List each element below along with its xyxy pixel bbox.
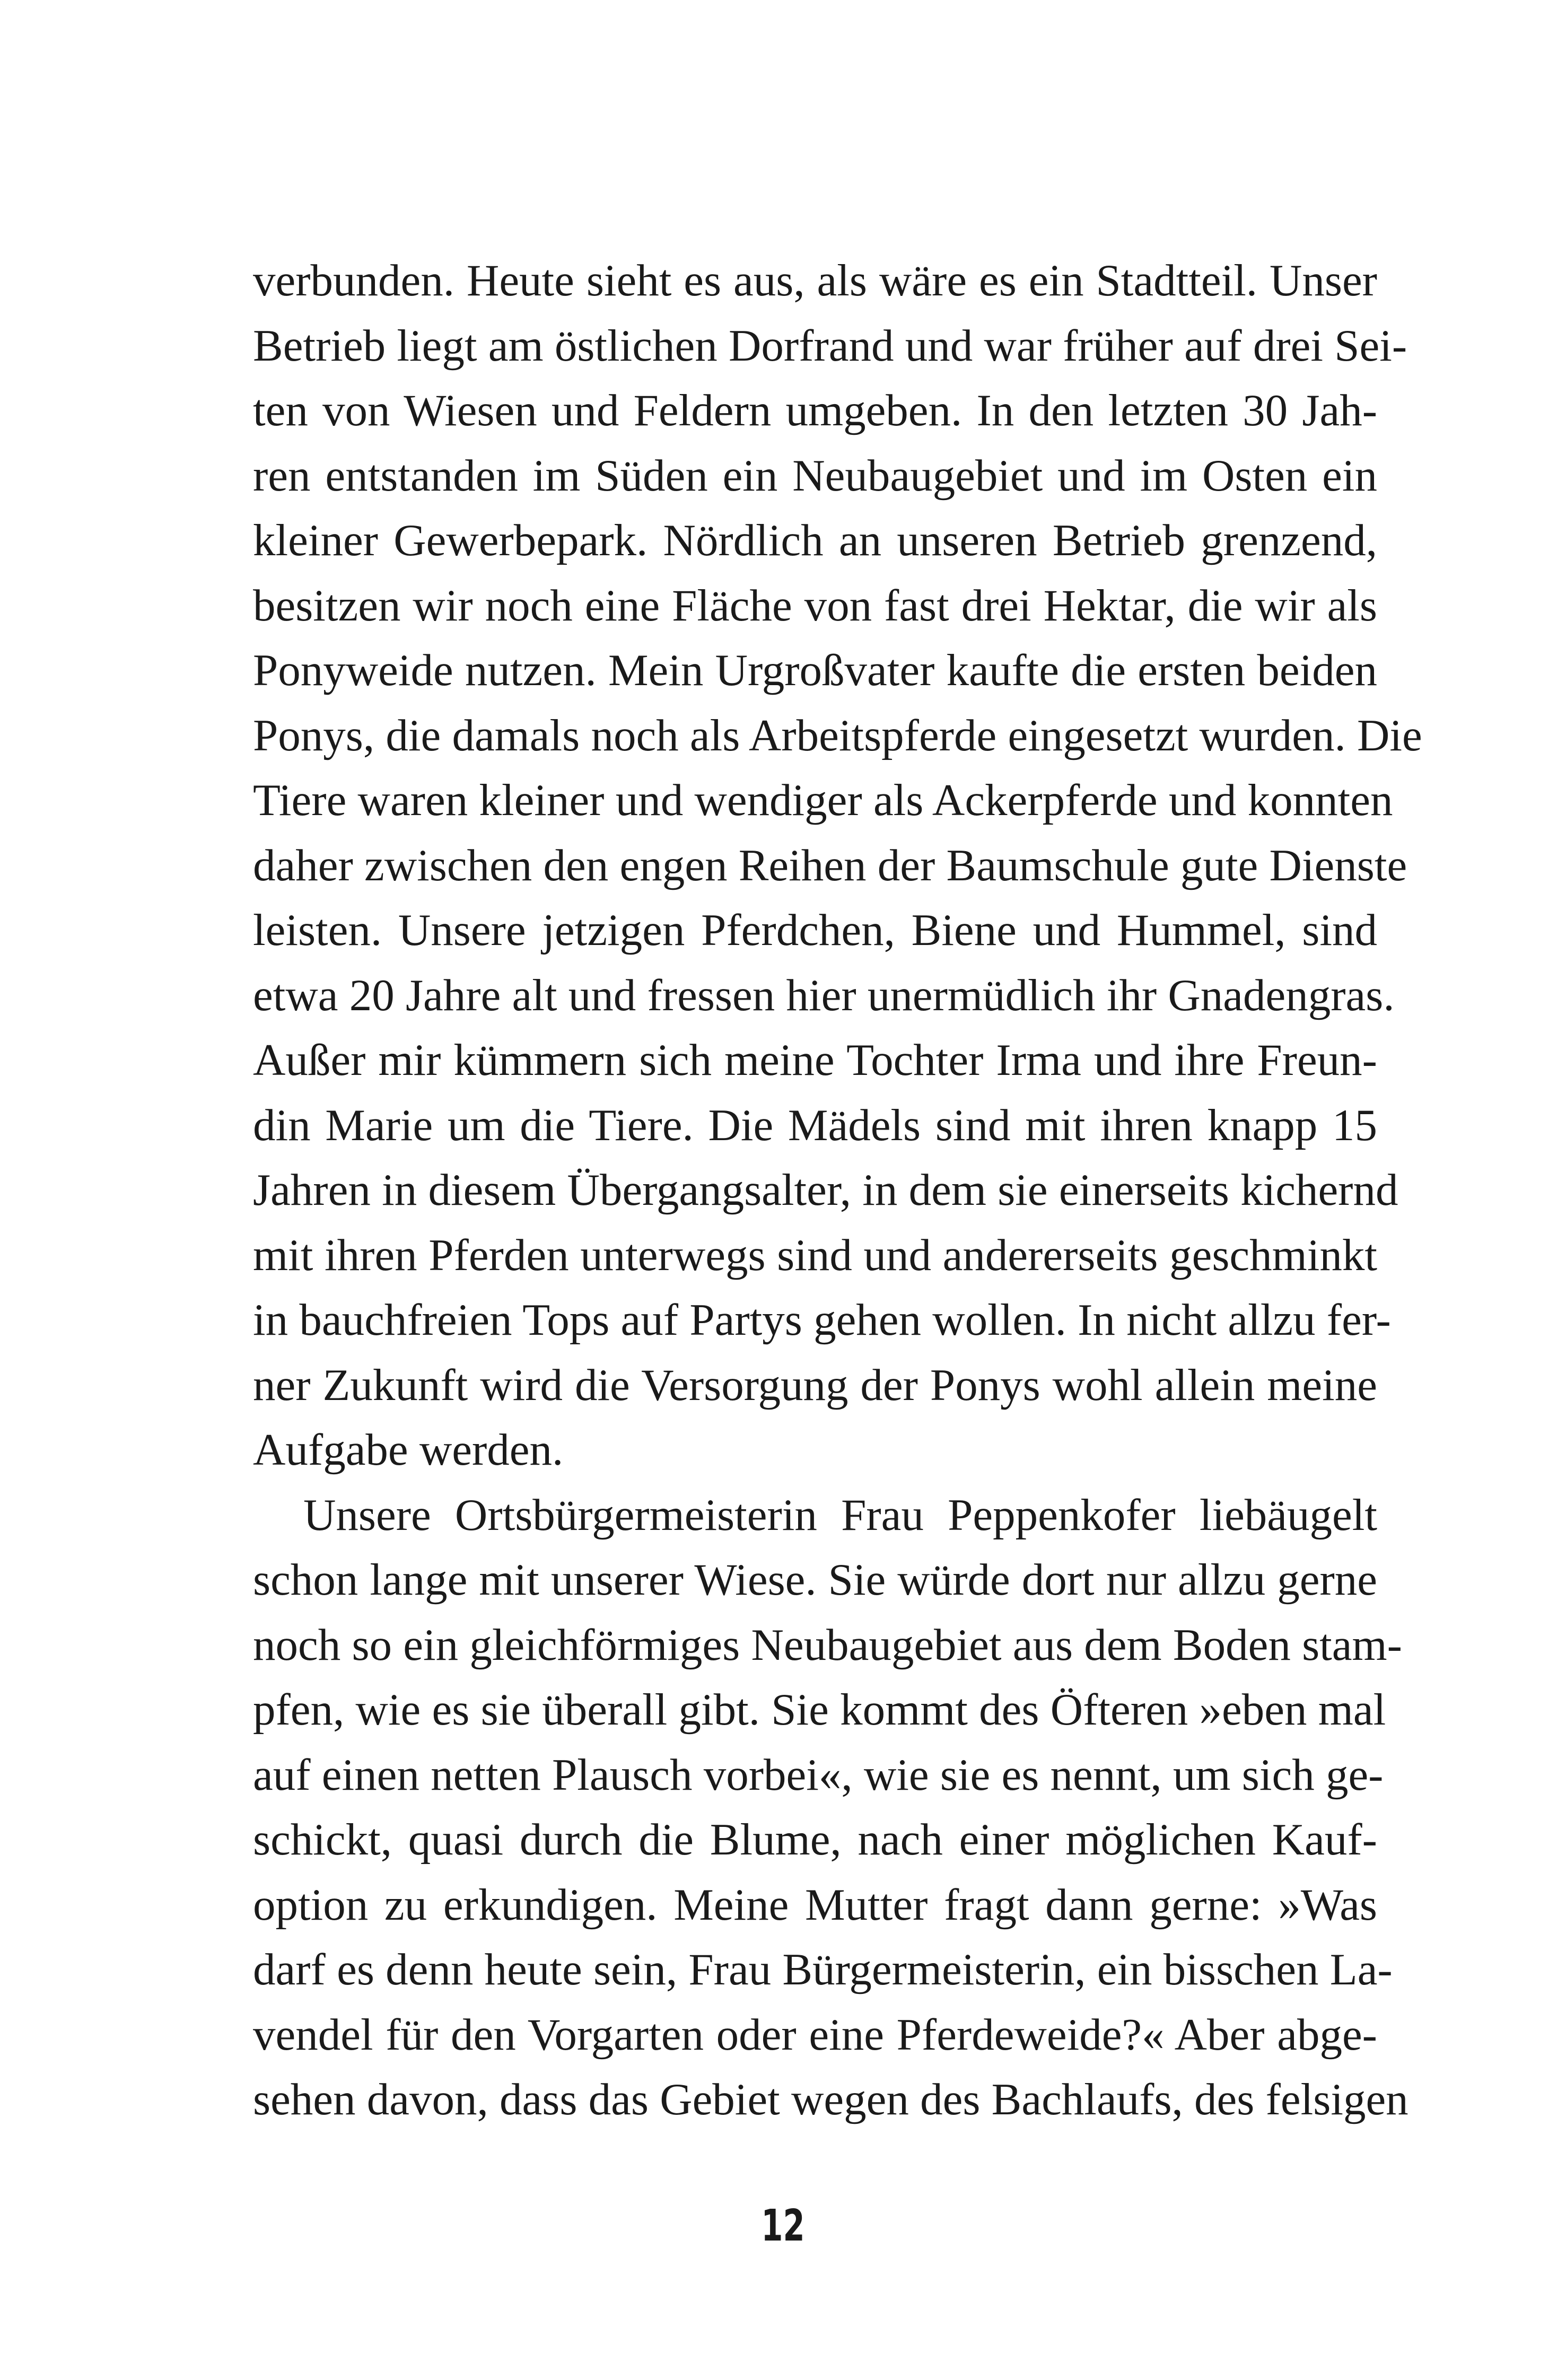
text-line: ner Zukunft wird die Versorgung der Ponys wohl allein meine [253, 1360, 1377, 1410]
text-line: Betrieb liegt am östlichen Dorfrand und war früher auf drei Sei- [253, 320, 1407, 371]
text-line: besitzen wir noch eine Fläche von fast drei Hektar, die wir als [253, 580, 1377, 631]
text-line: daher zwischen den engen Reihen der Baumschule gute Dienste [253, 840, 1407, 890]
text-line: in bauchfreien Tops auf Partys gehen wollen. In nicht allzu fer- [253, 1295, 1391, 1345]
text-line: noch so ein gleichförmiges Neubaugebiet aus dem Boden stam- [253, 1620, 1402, 1670]
text-line: schon lange mit unserer Wiese. Sie würde dort nur allzu gerne [253, 1555, 1377, 1605]
text-line: din Marie um die Tiere. Die Mädels sind mit ihren knapp 15 [253, 1100, 1377, 1150]
text-line: schickt, quasi durch die Blume, nach einer möglichen Kauf- [253, 1815, 1377, 1865]
text-line: mit ihren Pferden unterwegs sind und andererseits geschminkt [253, 1230, 1377, 1280]
text-line: etwa 20 Jahre alt und fressen hier unermüdlich ihr Gnadengras. [253, 970, 1395, 1020]
text-line: kleiner Gewerbepark. Nördlich an unseren Betrieb grenzend, [253, 515, 1377, 565]
text-line: option zu erkundigen. Meine Mutter fragt dann gerne: »Was [253, 1879, 1377, 1930]
text-line: Tiere waren kleiner und wendiger als Ackerpferde und konnten [253, 775, 1393, 825]
paragraph-start-line: Unsere Ortsbürgermeisterin Frau Peppenkofer liebäugelt [303, 1490, 1377, 1540]
text-line: Ponys, die damals noch als Arbeitspferde eingesetzt wurden. Die [253, 710, 1422, 760]
text-line: Jahren in diesem Übergangsalter, in dem sie einerseits kichernd [253, 1165, 1398, 1215]
text-line: darf es denn heute sein, Frau Bürgermeisterin, ein bisschen La- [253, 1945, 1393, 1994]
text-line: auf einen netten Plausch vorbei«, wie sie es nennt, um sich ge- [253, 1749, 1384, 1800]
page-number: 12 [761, 2201, 805, 2251]
text-line: ren entstanden im Süden ein Neubaugebiet und im Osten ein [253, 450, 1377, 501]
text-line: pfen, wie es sie überall gibt. Sie kommt des Öfteren »eben mal [253, 1685, 1386, 1735]
text-line: Außer mir kümmern sich meine Tochter Irma und ihre Freun- [253, 1035, 1377, 1085]
text-line: sehen davon, dass das Gebiet wegen des Bachlaufs, des felsigen [253, 2075, 1408, 2124]
text-line: Ponyweide nutzen. Mein Urgroßvater kaufte die ersten beiden [253, 645, 1377, 695]
text-line: leisten. Unsere jetzigen Pferdchen, Biene und Hummel, sind [253, 905, 1377, 955]
body-text [253, 248, 1422, 2132]
text-line: vendel für den Vorgarten oder eine Pferdeweide?« Aber abge- [253, 2009, 1377, 2060]
text-line: ten von Wiesen und Feldern umgeben. In den letzten 30 Jah- [253, 386, 1377, 435]
text-line: verbunden. Heute sieht es aus, als wäre es ein Stadtteil. Unser [253, 256, 1377, 305]
paragraph-end-line: Aufgabe werden. [253, 1425, 564, 1475]
